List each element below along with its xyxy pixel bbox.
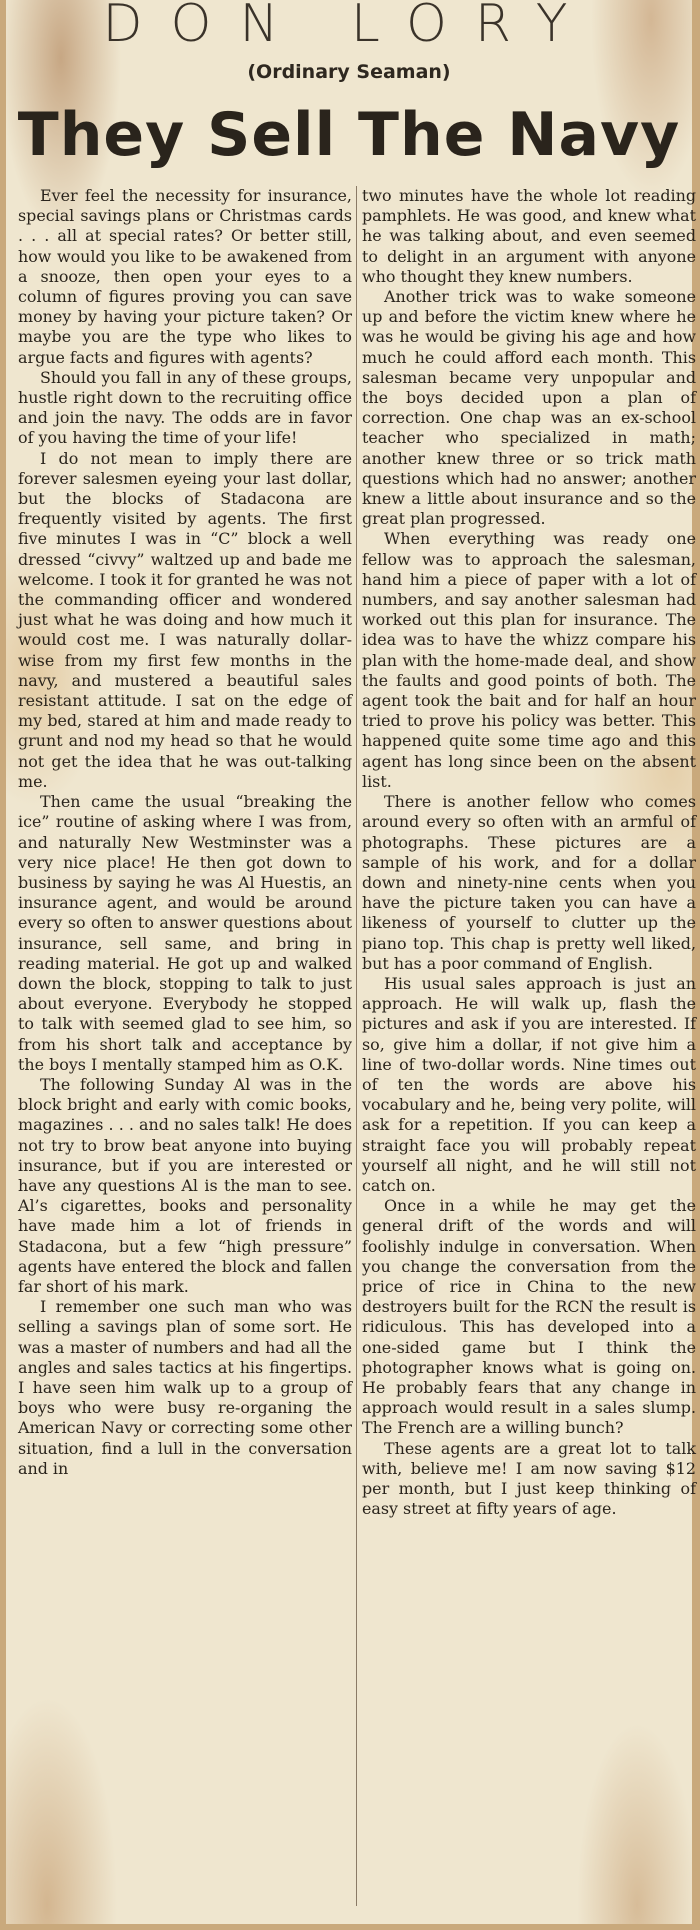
paragraph: Another trick was to wake someone up and before the victim knew where he was he would be giving his age and how much he could afford each month. This salesman became very unpopular and the boys decided upon a plan of correction. One chap was an ex-school teacher who specialized in math; another knew three or so trick math questions which had no answer; another knew a little about insurance and so the great plan progressed. [362,287,696,529]
paragraph: Ever feel the necessity for insurance, special savings plans or Christmas cards . . . all at special rates? Or better still, how would you like to be awakened from a snooze, then open your eyes to a column of figures proving you can save money by having your picture taken? Or maybe you are the type who likes to argue facts and figures with agents? [18,186,352,367]
newspaper-clipping [6,0,696,1924]
column-divider [356,186,357,1906]
author-rank: (Ordinary Seaman) [247,61,451,83]
paragraph: Once in a while he may get the general drift of the words and will foolishly indulge in conversation. When you change the conversation from the price of rice in China to the new destroyers built for the RCN the result is ridiculous. This has developed into a one-sided game but I think the photographer knows what is going on. He probably fears that any change in approach would result in a sales slump. The French are a willing bunch? [362,1196,696,1438]
left-column [18,186,352,1479]
paragraph: Should you fall in any of these groups, hustle right down to the recruiting office and join the navy. The odds are in favor of you having the time of your life! [18,367,352,448]
paragraph: These agents are a great lot to talk with, believe me! I am now saving $12 per month, but I just keep thinking of easy street at fifty years of age. [362,1438,696,1519]
paragraph: When everything was ready one fellow was to approach the salesman, hand him a piece of paper with a lot of numbers, and say another salesman had worked out this plan for insurance. The idea was to have the whizz compare his plan with the home-made deal, and show the faults and good points of both. The agent took the bait and for half an hour tried to prove his policy was better. This happened quite some time ago and this agent has long since been on the absent list. [362,529,696,791]
headline: They Sell The Navy [17,100,681,170]
paragraph: His usual sales approach is just an approach. He will walk up, flash the pictures and ask if you are interested. If so, give him a dollar, if not give him a line of two-dollar words. Nine times out of ten the words are above his vocabulary and he, being very polite, will ask for a repetition. If you can keep a straight face you will probably repeat yourself all night, and he will still not catch on. [362,973,696,1195]
right-column [362,186,696,1519]
paragraph: Then came the usual “breaking the ice” routine of asking where I was from, and naturally New Westminster was a very nice place! He then got down to business by saying he was Al Huestis, an insurance agent, and would be around every so often to answer questions about insurance, sell same, and bring in reading material. He got up and walked down the block, stopping to talk to just about everyone. Everybody he stopped to talk with seemed glad to see him, so from his short talk and acceptance by the boys I mentally stamped him as O.K. [18,792,352,1074]
paragraph: I remember one such man who was selling a savings plan of some sort. He was a master of numbers and had all the angles and sales tactics at his fingertips. I have seen him walk up to a group of boys who were busy re-organing the American Navy or correcting some other situation, find a lull in the conversation and in [18,1297,352,1478]
paragraph: There is another fellow who comes around every so often with an armful of photographs. These pictures are a sample of his work, and for a dollar down and ninety-nine cents when you have the picture taken you can have a likeness of yourself to clutter up the piano top. This chap is pretty well liked, but has a poor command of English. [362,792,696,973]
author-byline: DON LORY [102,0,596,54]
paragraph: The following Sunday Al was in the block bright and early with comic books, magazines . . . and no sales talk! He does not try to brow beat anyone into buying insurance, but if you are interested or have any questions Al is the man to see. Al’s cigarettes, books and personality have made him a lot of friends in Stadacona, but a few “high pressure” agents have entered the block and fallen far short of his mark. [18,1074,352,1296]
paragraph: two minutes have the whole lot reading pamphlets. He was good, and knew what he was talking about, and even seemed to delight in an argument with anyone who thought they knew numbers. [362,186,696,286]
paragraph: I do not mean to imply there are forever salesmen eyeing your last dollar, but the blocks of Stadacona are frequently visited by agents. The first five minutes I was in “C” block a well dressed “civvy” waltzed up and bade me welcome. I took it for granted he was not the commanding officer and wondered just what he was doing and how much it would cost me. I was naturally dollar-wise from my first few months in the navy, and mustered a beautiful sales resistant attitude. I sat on the edge of my bed, stared at him and made ready to grunt and nod my head so that he would not get the idea that he was out-talking me. [18,448,352,791]
